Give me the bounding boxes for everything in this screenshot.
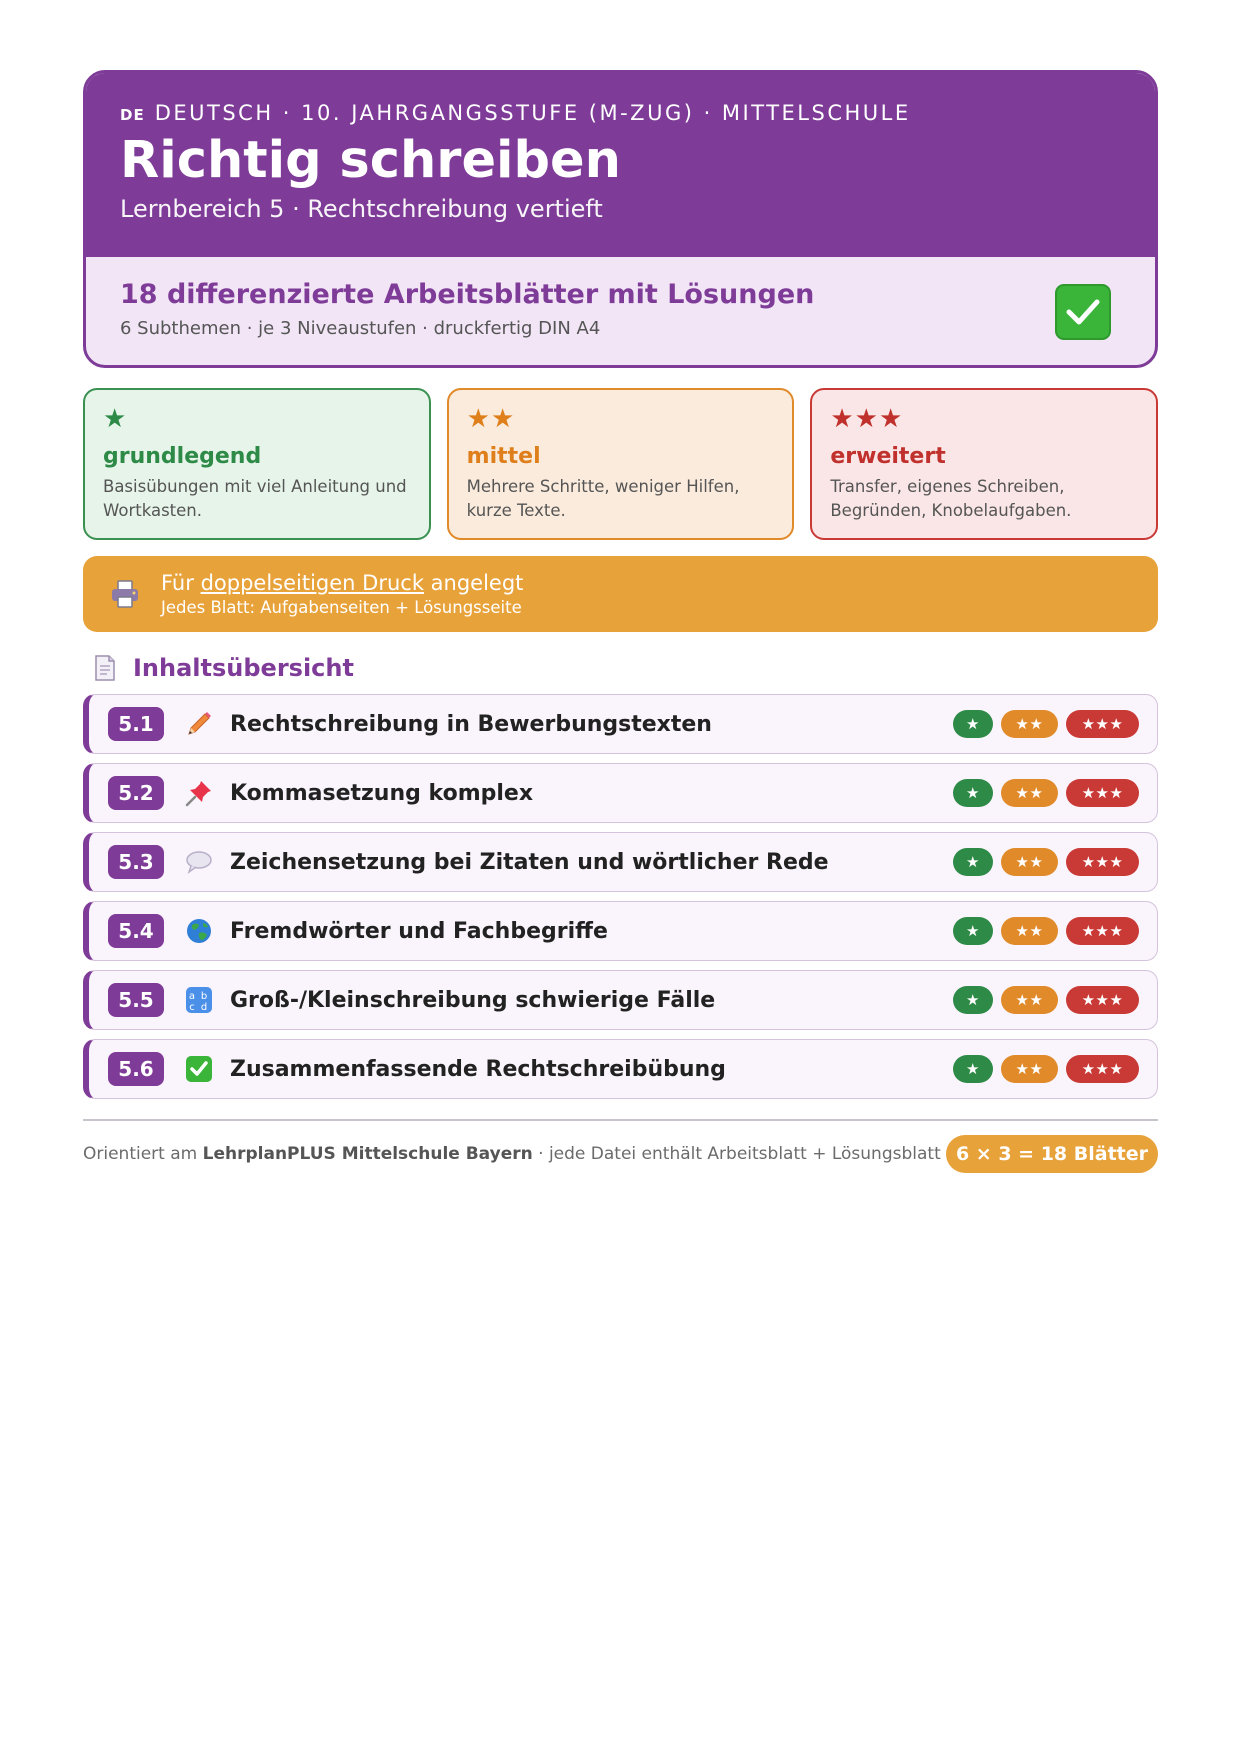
print-text	[161, 571, 523, 617]
level-pill-1: ★	[953, 710, 993, 738]
star-icon: ★★★	[830, 404, 904, 434]
toc-item[interactable]	[83, 832, 1158, 892]
level-pill-3: ★★★	[1066, 917, 1139, 945]
star-icon: ★★	[466, 404, 516, 434]
level-card-mittel	[447, 388, 795, 540]
header-banner	[86, 73, 1155, 257]
level-cards	[83, 388, 1158, 540]
duplex-print-link[interactable]: doppelseitigen Druck	[200, 571, 424, 595]
toc-item[interactable]	[83, 763, 1158, 823]
toc-list	[83, 694, 1158, 1099]
page-title: Richtig schreiben	[120, 131, 621, 190]
level-pill-2: ★★	[1001, 986, 1058, 1014]
svg-text:d: d	[200, 1002, 208, 1013]
level-pill-1: ★	[953, 1055, 993, 1083]
check-icon	[182, 1052, 216, 1086]
pencil-icon	[182, 707, 216, 741]
level-pill-2: ★★	[1001, 1055, 1058, 1083]
toc-item[interactable]	[83, 1039, 1158, 1099]
cover-page	[83, 70, 1158, 1173]
worksheets-summary	[86, 257, 1155, 365]
level-card-grundlegend	[83, 388, 431, 540]
level-pill-1: ★	[953, 848, 993, 876]
toc-item-title: Groß-/Kleinschreibung schwierige Fälle	[230, 987, 716, 1013]
level-pill-1: ★	[953, 986, 993, 1014]
curriculum-name: LehrplanPLUS Mittelschule Bayern	[202, 1144, 533, 1164]
toc-item-title: Rechtschreibung in Bewerbungstexten	[230, 711, 712, 737]
toc-item-number: 5.2	[108, 776, 164, 810]
toc-heading	[93, 654, 1158, 682]
header-card	[83, 70, 1158, 368]
level-card-erweitert	[810, 388, 1158, 540]
subject-line	[120, 101, 1121, 125]
print-line-2: Jedes Blatt: Aufgabenseiten + Lösungsseite	[161, 598, 522, 617]
worksheets-title: 18 differenzierte Arbeitsblätter mit Lösungen	[120, 279, 815, 310]
level-description: Basisübungen mit viel Anleitung und Wortkasten.	[103, 477, 407, 520]
toc-item-number: 5.1	[108, 707, 164, 741]
footer-divider	[83, 1119, 1158, 1121]
toc-item-number: 5.5	[108, 983, 164, 1017]
toc-item[interactable]	[83, 694, 1158, 754]
pushpin-icon	[182, 776, 216, 810]
level-description: Mehrere Schritte, weniger Hilfen, kurze Texte.	[466, 477, 740, 520]
printer-icon	[109, 578, 141, 610]
toc-item-title: Zeichensetzung bei Zitaten und wörtlicher Rede	[230, 849, 829, 875]
footer-suffix: · jede Datei enthält Arbeitsblatt + Lösungsblatt	[532, 1144, 941, 1164]
toc-item-title: Kommasetzung komplex	[230, 780, 534, 806]
star-icon: ★	[103, 404, 128, 434]
print-line-1	[161, 571, 523, 595]
toc-item[interactable]	[83, 901, 1158, 961]
print-banner	[83, 556, 1158, 632]
toc-item-number: 5.3	[108, 845, 164, 879]
footer-prefix: Orientiert am	[83, 1144, 203, 1164]
document-icon	[93, 654, 117, 682]
level-description: Transfer, eigenes Schreiben, Begründen, Knobelaufgaben.	[830, 477, 1072, 520]
level-pill-2: ★★	[1001, 917, 1058, 945]
level-pill-2: ★★	[1001, 848, 1058, 876]
toc-item-title: Fremdwörter und Fachbegriffe	[230, 918, 608, 944]
level-pill-3: ★★★	[1066, 779, 1139, 807]
print-suffix: angelegt	[423, 571, 524, 595]
letters-icon	[182, 983, 216, 1017]
level-pill-1: ★	[953, 779, 993, 807]
level-name: mittel	[466, 444, 541, 469]
level-pill-3: ★★★	[1066, 848, 1139, 876]
subject-text: DEUTSCH · 10. JAHRGANGSSTUFE (M-ZUG) · MITTELSCHULE	[154, 101, 911, 125]
subject-code: DE	[120, 106, 145, 124]
toc-item-number: 5.6	[108, 1052, 164, 1086]
level-name: erweitert	[830, 444, 946, 469]
toc-item-title: Zusammenfassende Rechtschreibübung	[230, 1056, 726, 1082]
toc-item-number: 5.4	[108, 914, 164, 948]
speech-bubble-icon	[182, 845, 216, 879]
sheet-count-badge: 6 × 3 = 18 Blätter	[946, 1135, 1158, 1173]
footer-text	[83, 1144, 941, 1164]
toc-item[interactable]	[83, 970, 1158, 1030]
level-pill-2: ★★	[1001, 779, 1058, 807]
level-pill-1: ★	[953, 917, 993, 945]
worksheets-subtitle: 6 Subthemen · je 3 Niveaustufen · druckfertig DIN A4	[120, 318, 601, 339]
check-box-icon	[1055, 284, 1111, 340]
level-pill-3: ★★★	[1066, 710, 1139, 738]
print-prefix: Für	[161, 571, 201, 595]
level-name: grundlegend	[103, 444, 262, 469]
footer	[83, 1135, 1158, 1173]
svg-text:c: c	[189, 1002, 195, 1013]
globe-icon	[182, 914, 216, 948]
svg-text:a: a	[188, 991, 196, 1002]
toc-heading-text: Inhaltsübersicht	[133, 654, 354, 682]
level-pill-2: ★★	[1001, 710, 1058, 738]
page-subtitle: Lernbereich 5 · Rechtschreibung vertieft	[120, 195, 603, 224]
level-pill-3: ★★★	[1066, 986, 1139, 1014]
svg-text:b: b	[200, 991, 208, 1002]
level-pill-3: ★★★	[1066, 1055, 1139, 1083]
